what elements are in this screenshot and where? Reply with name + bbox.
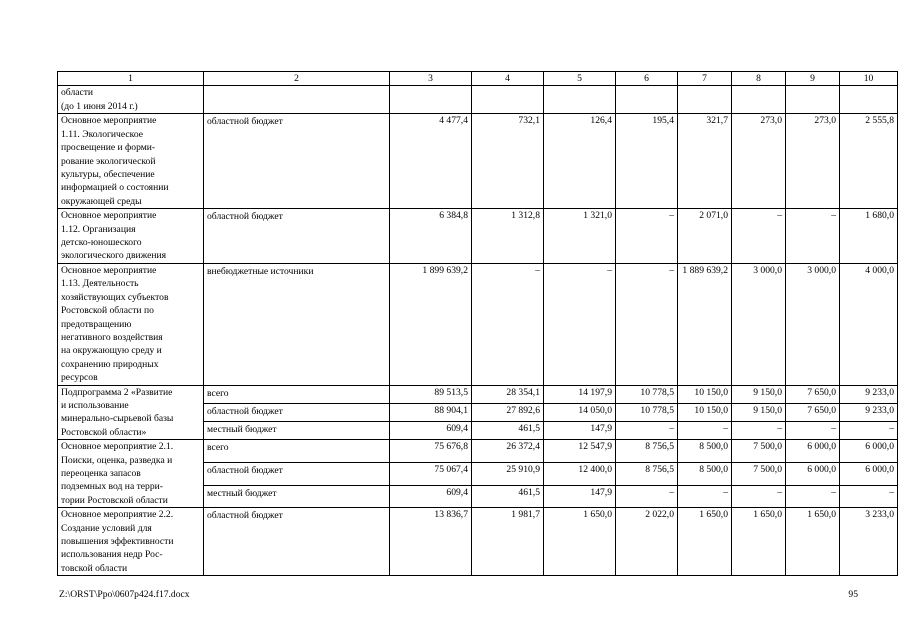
amount-cell	[732, 86, 786, 114]
table-row	[58, 86, 898, 114]
activity-name-line: 1.12. Организация	[61, 223, 136, 235]
amount-cell: –	[840, 421, 898, 439]
amount-cell: 1 650,0	[544, 508, 616, 576]
activity-name-line: Ростовской области по	[61, 305, 154, 317]
amount-cell: –	[732, 421, 786, 439]
activity-name-cell	[58, 440, 204, 508]
funding-source-cell: областной бюджет	[204, 403, 390, 421]
amount-cell: 1 650,0	[678, 508, 732, 576]
amount-cell: 10 778,5	[616, 385, 678, 403]
activity-name-line: информацией о состоянии	[61, 182, 169, 194]
amount-cell: 4 477,4	[390, 114, 472, 209]
activity-name-line: сохранению природных	[61, 358, 159, 370]
amount-cell: 195,4	[616, 114, 678, 209]
activity-name-line: минерально-сырьевой базы	[61, 413, 174, 425]
activity-name-line: Основное мероприятие 2.2.	[61, 509, 174, 521]
amount-cell: 1 312,8	[472, 209, 544, 264]
amount-cell: –	[472, 263, 544, 385]
column-number-header: 4	[472, 72, 544, 86]
amount-cell: 8 756,5	[616, 440, 678, 463]
amount-cell: 1 321,0	[544, 209, 616, 264]
table-row	[58, 385, 898, 403]
amount-cell: –	[786, 421, 840, 439]
amount-cell: 6 384,8	[390, 209, 472, 264]
amount-cell: 25 910,9	[472, 462, 544, 485]
activity-name-line: товской области	[61, 562, 128, 574]
activity-name-line: на окружающую среду и	[61, 345, 162, 357]
funding-source-cell: местный бюджет	[204, 485, 390, 508]
amount-cell: 147,9	[544, 485, 616, 508]
activity-name-line: негативного воздействия	[61, 331, 163, 343]
amount-cell: 6 000,0	[840, 462, 898, 485]
column-number-header: 2	[204, 72, 390, 86]
activity-name-cell	[58, 508, 204, 576]
table-row	[58, 263, 898, 385]
table-row	[58, 440, 898, 463]
table-row	[58, 114, 898, 209]
amount-cell: 14 050,0	[544, 403, 616, 421]
amount-cell: –	[616, 209, 678, 264]
amount-cell: 10 150,0	[678, 403, 732, 421]
amount-cell: 2 071,0	[678, 209, 732, 264]
activity-name-line: области	[61, 87, 94, 99]
amount-cell: 7 650,0	[786, 385, 840, 403]
activity-name-line: ресурсов	[61, 372, 98, 384]
activity-name-line: и использование	[61, 399, 129, 411]
table-row	[58, 209, 898, 264]
amount-cell: 8 500,0	[678, 440, 732, 463]
amount-cell: –	[732, 209, 786, 264]
activity-name-line: 1.11. Экологическое	[61, 128, 143, 140]
amount-cell: 89 513,5	[390, 385, 472, 403]
funding-source-cell: областной бюджет	[204, 508, 390, 576]
amount-cell: 1 680,0	[840, 209, 898, 264]
column-number-header: 8	[732, 72, 786, 86]
amount-cell: 9 150,0	[732, 385, 786, 403]
activity-name-line: хозяйствующих субъектов	[61, 291, 169, 303]
funding-source-cell: областной бюджет	[204, 114, 390, 209]
activity-name-line: рование экологической	[61, 155, 156, 167]
amount-cell: –	[616, 263, 678, 385]
amount-cell: 10 778,5	[616, 403, 678, 421]
amount-cell: –	[544, 263, 616, 385]
activity-name-line: (до 1 июня 2014 г.)	[61, 100, 138, 112]
amount-cell: 461,5	[472, 421, 544, 439]
amount-cell: 9 233,0	[840, 403, 898, 421]
amount-cell	[616, 86, 678, 114]
funding-source-cell	[204, 86, 390, 114]
amount-cell: –	[616, 485, 678, 508]
activity-name-line: культуры, обеспечение	[61, 169, 155, 181]
activity-name-line: Основное мероприятие	[61, 210, 157, 222]
amount-cell: 3 233,0	[840, 508, 898, 576]
activity-name-line: Поиски, оценка, разведка и	[61, 454, 173, 466]
amount-cell: 4 000,0	[840, 263, 898, 385]
amount-cell: –	[678, 421, 732, 439]
amount-cell: 7 650,0	[786, 403, 840, 421]
amount-cell: 6 000,0	[840, 440, 898, 463]
amount-cell: 27 892,6	[472, 403, 544, 421]
amount-cell	[786, 86, 840, 114]
footer-page-number: 95	[848, 589, 858, 600]
amount-cell: 147,9	[544, 421, 616, 439]
funding-source-cell: всего	[204, 385, 390, 403]
amount-cell: 28 354,1	[472, 385, 544, 403]
column-number-header: 6	[616, 72, 678, 86]
footer-file-path: Z:\ORST\Ppo\0607p424.f17.docx	[59, 589, 190, 600]
table-row	[58, 508, 898, 576]
activity-name-line: детско-юношеского	[61, 237, 142, 249]
column-number-header: 7	[678, 72, 732, 86]
funding-source-cell: внебюджетные источники	[204, 263, 390, 385]
amount-cell: 7 500,0	[732, 462, 786, 485]
amount-cell: 273,0	[732, 114, 786, 209]
activity-name-line: тории Ростовской области	[61, 494, 168, 506]
amount-cell: 9 150,0	[732, 403, 786, 421]
amount-cell: 273,0	[786, 114, 840, 209]
amount-cell: 8 500,0	[678, 462, 732, 485]
activity-name-line: Ростовской области»	[61, 426, 147, 438]
amount-cell: –	[616, 421, 678, 439]
amount-cell: 1 650,0	[732, 508, 786, 576]
amount-cell: 321,7	[678, 114, 732, 209]
funding-source-cell: областной бюджет	[204, 462, 390, 485]
amount-cell: 6 000,0	[786, 440, 840, 463]
budget-table	[57, 71, 898, 576]
activity-name-line: подземных вод на терри-	[61, 481, 163, 493]
amount-cell: 10 150,0	[678, 385, 732, 403]
activity-name-line: повышения эффективности	[61, 536, 174, 547]
amount-cell: 1 889 639,2	[678, 263, 732, 385]
activity-name-cell	[58, 385, 204, 440]
amount-cell: –	[678, 485, 732, 508]
table-header-row	[58, 72, 898, 86]
activity-name-cell	[58, 209, 204, 264]
amount-cell: 14 197,9	[544, 385, 616, 403]
activity-name-line: Основное мероприятие	[61, 264, 157, 276]
column-number-header: 9	[786, 72, 840, 86]
amount-cell: 7 500,0	[732, 440, 786, 463]
activity-name-line: предотвращению	[61, 318, 132, 330]
activity-name-cell	[58, 114, 204, 209]
amount-cell: 3 000,0	[786, 263, 840, 385]
amount-cell	[390, 86, 472, 114]
amount-cell: 9 233,0	[840, 385, 898, 403]
amount-cell: 3 000,0	[732, 263, 786, 385]
amount-cell: 12 400,0	[544, 462, 616, 485]
amount-cell: 1 899 639,2	[390, 263, 472, 385]
activity-name-cell	[58, 263, 204, 385]
activity-name-line: 1.13. Деятельность	[61, 278, 139, 290]
amount-cell: 461,5	[472, 485, 544, 508]
amount-cell: 609,4	[390, 485, 472, 508]
amount-cell: 1 981,7	[472, 508, 544, 576]
funding-source-cell: областной бюджет	[204, 209, 390, 264]
activity-name-line: использования недр Рос-	[61, 549, 163, 561]
activity-name-line: Основное мероприятие	[61, 115, 157, 127]
column-number-header: 3	[390, 72, 472, 86]
amount-cell: 13 836,7	[390, 508, 472, 576]
amount-cell: 2 022,0	[616, 508, 678, 576]
amount-cell	[840, 86, 898, 114]
amount-cell: 6 000,0	[786, 462, 840, 485]
amount-cell: 12 547,9	[544, 440, 616, 463]
funding-source-cell: местный бюджет	[204, 421, 390, 439]
amount-cell	[544, 86, 616, 114]
amount-cell	[678, 86, 732, 114]
amount-cell: 8 756,5	[616, 462, 678, 485]
column-number-header: 10	[840, 72, 898, 86]
activity-name-line: окружающей среды	[61, 195, 142, 207]
amount-cell: 75 067,4	[390, 462, 472, 485]
amount-cell: –	[786, 485, 840, 508]
amount-cell: 126,4	[544, 114, 616, 209]
amount-cell: 609,4	[390, 421, 472, 439]
activity-name-line: просвещение и форми-	[61, 142, 156, 154]
amount-cell: –	[732, 485, 786, 508]
amount-cell	[472, 86, 544, 114]
amount-cell: 2 555,8	[840, 114, 898, 209]
amount-cell: 1 650,0	[786, 508, 840, 576]
activity-name-line: Подпрограмма 2 «Развитие	[61, 386, 173, 398]
activity-name-line: переоценка запасов	[61, 467, 141, 479]
amount-cell: 88 904,1	[390, 403, 472, 421]
activity-name-cell	[58, 86, 204, 114]
amount-cell: 732,1	[472, 114, 544, 209]
amount-cell: 75 676,8	[390, 440, 472, 463]
activity-name-line: экологического движения	[61, 250, 167, 262]
amount-cell: 26 372,4	[472, 440, 544, 463]
activity-name-line: Основное мероприятие 2.1.	[61, 441, 174, 453]
amount-cell: –	[786, 209, 840, 264]
activity-name-line: Создание условий для	[61, 522, 152, 534]
column-number-header: 1	[58, 72, 204, 86]
column-number-header: 5	[544, 72, 616, 86]
amount-cell: –	[840, 485, 898, 508]
funding-source-cell: всего	[204, 440, 390, 463]
